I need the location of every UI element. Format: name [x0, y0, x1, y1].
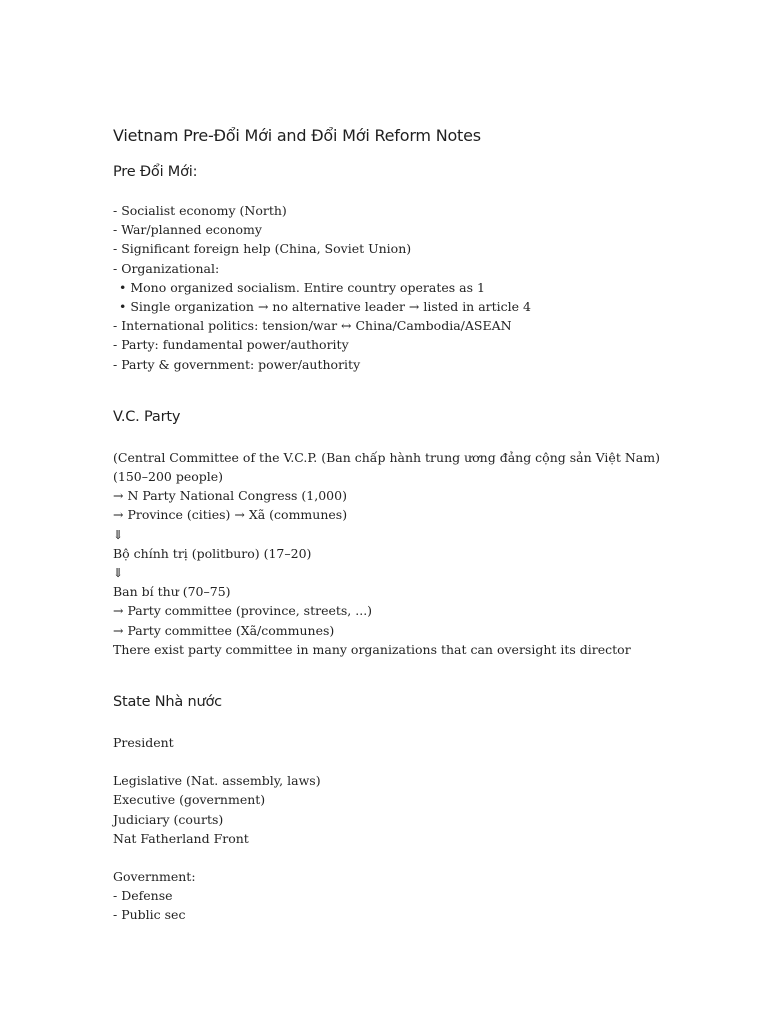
list-item: Executive (government)	[113, 792, 266, 808]
list-item: Ban bí thư (70–75)	[113, 584, 231, 600]
list-item: - Organizational:	[113, 260, 220, 276]
list-item: - Party: fundamental power/authority	[113, 337, 349, 353]
list-item: • Single organization → no alternative leader → listed in article 4	[119, 299, 531, 315]
list-item: Bộ chính trị (politburo) (17–20)	[113, 545, 312, 561]
list-item: Judiciary (courts)	[113, 811, 224, 827]
list-item: Legislative (Nat. assembly, laws)	[113, 773, 321, 789]
list-item: President	[113, 735, 174, 751]
section-heading-pre-doi-moi: Pre Đổi Mới:	[113, 164, 198, 180]
list-item: Nat Fatherland Front	[113, 830, 249, 846]
list-item: • Mono organized socialism. Entire country operates as 1	[119, 279, 485, 295]
spacer	[113, 848, 733, 867]
document-title: Vietnam Pre-Đổi Mới and Đổi Mới Reform Notes	[113, 126, 481, 145]
list-item: Government:	[113, 869, 196, 885]
list-item: → Province (cities) → Xã (communes)	[113, 507, 348, 523]
section-body-vc-party	[113, 448, 733, 659]
list-item: - Significant foreign help (China, Soviet Union)	[113, 241, 412, 257]
list-item: - International politics: tension/war ↔ China/Cambodia/ASEAN	[113, 318, 512, 334]
list-item: - Defense	[113, 888, 173, 904]
list-item: (Central Committee of the V.C.P. (Ban chấp hành trung ương đảng cộng sản Việt Nam)	[113, 449, 660, 465]
down-arrow-icon: ⇓	[113, 565, 124, 581]
list-item: → Party committee (Xã/communes)	[113, 622, 335, 638]
spacer	[113, 752, 733, 771]
list-item: - Public sec	[113, 907, 186, 923]
section-heading-vc-party: V.C. Party	[113, 408, 181, 425]
section-body-pre-doi-moi	[113, 201, 733, 374]
list-item: - Socialist economy (North)	[113, 203, 287, 218]
list-item: (150–200 people)	[113, 469, 224, 485]
section-body-state	[113, 733, 733, 925]
list-item: → N Party National Congress (1,000)	[113, 488, 347, 504]
down-arrow-icon: ⇓	[113, 526, 124, 542]
document-page	[113, 124, 733, 925]
list-item: - War/planned economy	[113, 222, 262, 238]
list-item: - Party & government: power/authority	[113, 356, 361, 372]
list-item: There exist party committee in many organizations that can oversight its director	[113, 641, 631, 657]
list-item: → Party committee (province, streets, ...)	[113, 603, 373, 619]
section-heading-state: State Nhà nước	[113, 694, 222, 711]
